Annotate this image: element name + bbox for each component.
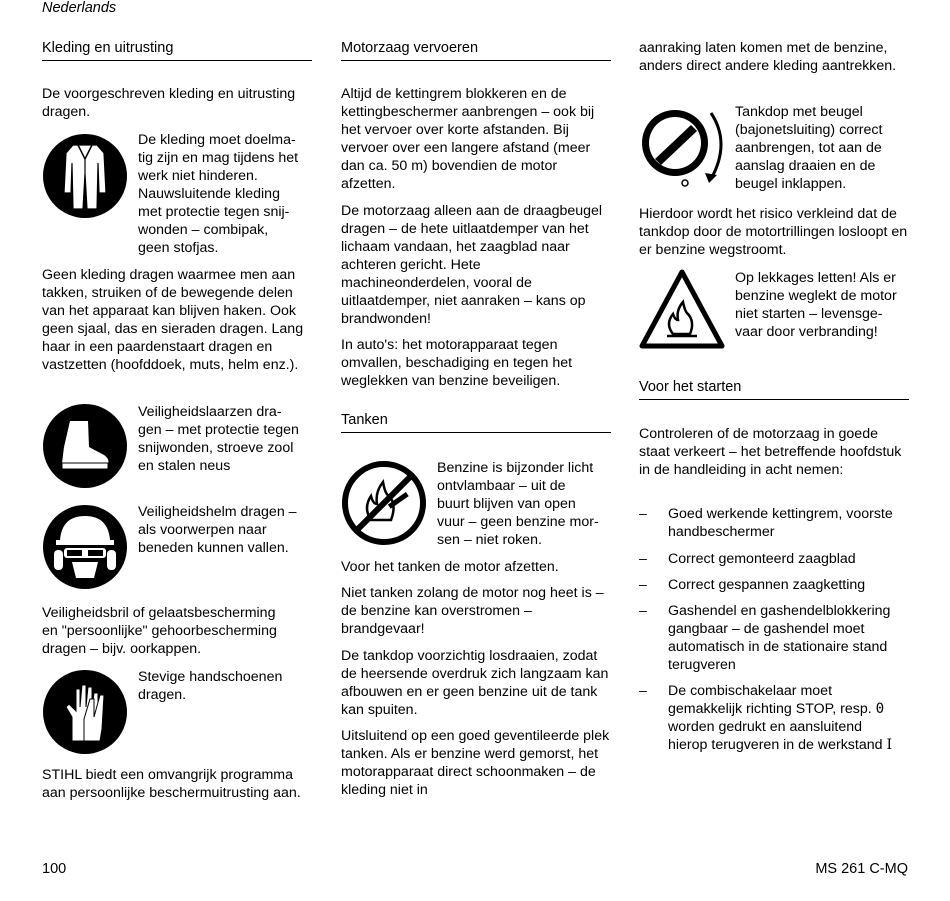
helmet-text: Veiligheidshelm dragen – als voorwerpen naar beneden kunnen vallen. [138,504,297,556]
fuel-warning-text: Benzine is bijzonder licht ontvlambaar – uit de buurt blijven van open vuur – geen benzine mor- sen – niet roken. [437,460,599,548]
gloves-icon [42,669,128,755]
paragraph-no-loose-clothing: Geen kleding dragen waarmee men aan takken, struiken of de bewegende delen van het apparaat kan blijven haken. Ook geen sjaal, das en sieraden dragen. Lang haar in een paardenstaart dragen en vastzetten (hoofddoek, muts, helm enz.). [42,267,304,373]
paragraph-refuel-1: Voor het tanken de motor afzetten. [341,559,559,575]
section-heading-refuel: Tanken [341,411,611,433]
paragraph-intro: De voorgeschreven kleding en uitrusting dragen. [42,86,296,120]
flammable-warning-icon [639,268,725,350]
paragraph-refuel-4: Uitsluitend op een goed geventileerde plek tanken. Als er benzine werd gemorst, het motorapparaat direct schoonmaken – de kleding niet in [341,728,610,798]
paragraph-transport-2: De motorzaag alleen aan de draagbeugel dragen – de hete uitlaatdemper van het lichaam vandaan, het zaagblad naar achteren gericht. Hete machineonderdelen, vooral de uitlaatdemper, niet aanraken – kans op brandwonden! [341,203,603,327]
paragraph-check: Controleren of de motorzaag in goede staat verkeert – het betreffende hoofdstuk in de handleiding in acht nemen: [639,426,902,478]
paragraph-transport-3: In auto's: het motorapparaat tegen omvallen, beschadiging en tegen het weglekken van benzine beveiligen. [341,337,573,389]
page-number: 100 [42,861,67,877]
section-heading-clothing: Kleding en uitrusting [42,39,312,61]
section-heading-before-start: Voor het starten [639,378,909,400]
paragraph-refuel-2: Niet tanken zolang de motor nog heet is – de benzine kan overstromen – brandgevaar! [341,585,604,637]
section-heading-transport: Motorzaag vervoeren [341,39,611,61]
paragraph-cap-reason: Hierdoor wordt het risico verkleind dat de tankdop door de motortrillingen losloopt en er benzine wegstroomt. [639,206,908,258]
fuel-cap-text: Tankdop met beugel (bajonetsluiting) correct aanbrengen, tot aan de aanslag draaien en de beugel inklappen. [735,104,883,192]
no-open-fire-icon [341,460,427,546]
language-label: Nederlands [42,0,117,16]
model-name: MS 261 C-MQ [815,861,908,877]
paragraph-refuel-3: De tankdop voorzichtig losdraaien, zodat de heersende overdruk zich langzaam kan afbouwen en er geen benzine uit de tank kan spuiten. [341,648,609,718]
fuel-cap-icon [639,103,731,189]
helmet-icon [42,504,128,590]
safety-boots-icon [42,403,128,489]
paragraph-transport-1: Altijd de kettingrem blokkeren en de kettingbeschermer aanbrengen – ook bij het vervoer over korte afstanden. Bij vervoer over een langere afstand (meer dan ca. 50 m) bovendien de motor afzetten. [341,86,595,192]
gloves-text: Stevige handschoenen dragen. [138,669,283,703]
paragraph-stihl: STIHL biedt een omvangrijk programma aan persoonlijke beschermuitrusting aan. [42,767,301,801]
paragraph-continued: aanraking laten komen met de benzine, anders direct andere kleding aantrekken. [639,40,897,74]
clothing-text: De kleding moet doelma- tig zijn en mag tijdens het werk niet hinderen. Nauwsluitende kleding met protectie tegen snij- wonden – combipak, geen stofjas. [138,132,299,256]
boots-text: Veiligheidslaarzen dra- gen – met protectie tegen snijwonden, stroeve zool en stalen neus [138,404,299,474]
protective-suit-icon [42,133,128,219]
glasses-text: Veiligheidsbril of gelaatsbescherming en "persoonlijke" gehoorbescherming dragen – bijv. oorkappen. [42,605,277,657]
leak-warning-text: Op lekkages letten! Als er benzine weglekt de motor niet starten – levensge- vaar door verbranding! [735,270,897,340]
